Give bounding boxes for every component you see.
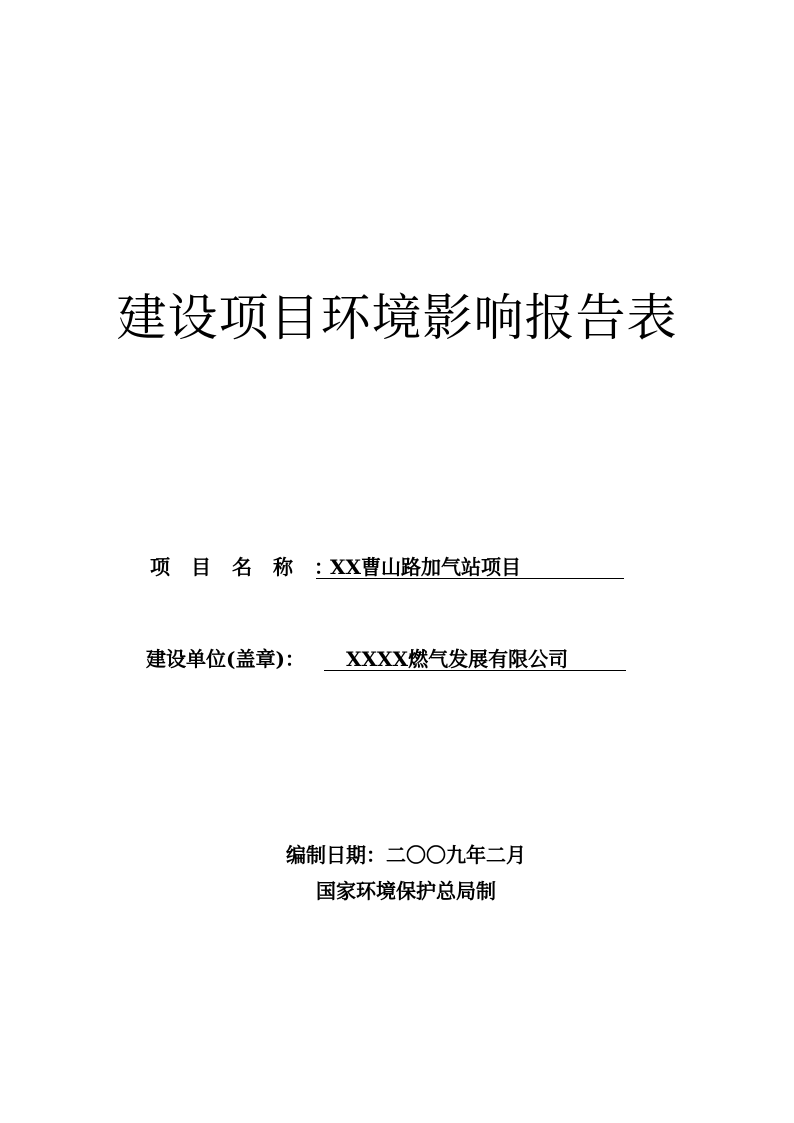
compile-date: 编制日期：二〇〇九年二月	[286, 843, 526, 867]
construction-unit-underline	[324, 644, 626, 671]
project-name-underline	[316, 552, 624, 579]
document-title: 建设项目环境影响报告表	[116, 289, 678, 347]
project-name-label: 项目名称：	[150, 555, 355, 579]
issuer: 国家环境保护总局制	[316, 879, 496, 903]
construction-unit-value: XXXX燃气发展有限公司	[346, 647, 569, 671]
project-name-value: XX曹山路加气站项目	[330, 555, 522, 579]
construction-unit-label: 建设单位(盖章)：	[146, 647, 305, 671]
